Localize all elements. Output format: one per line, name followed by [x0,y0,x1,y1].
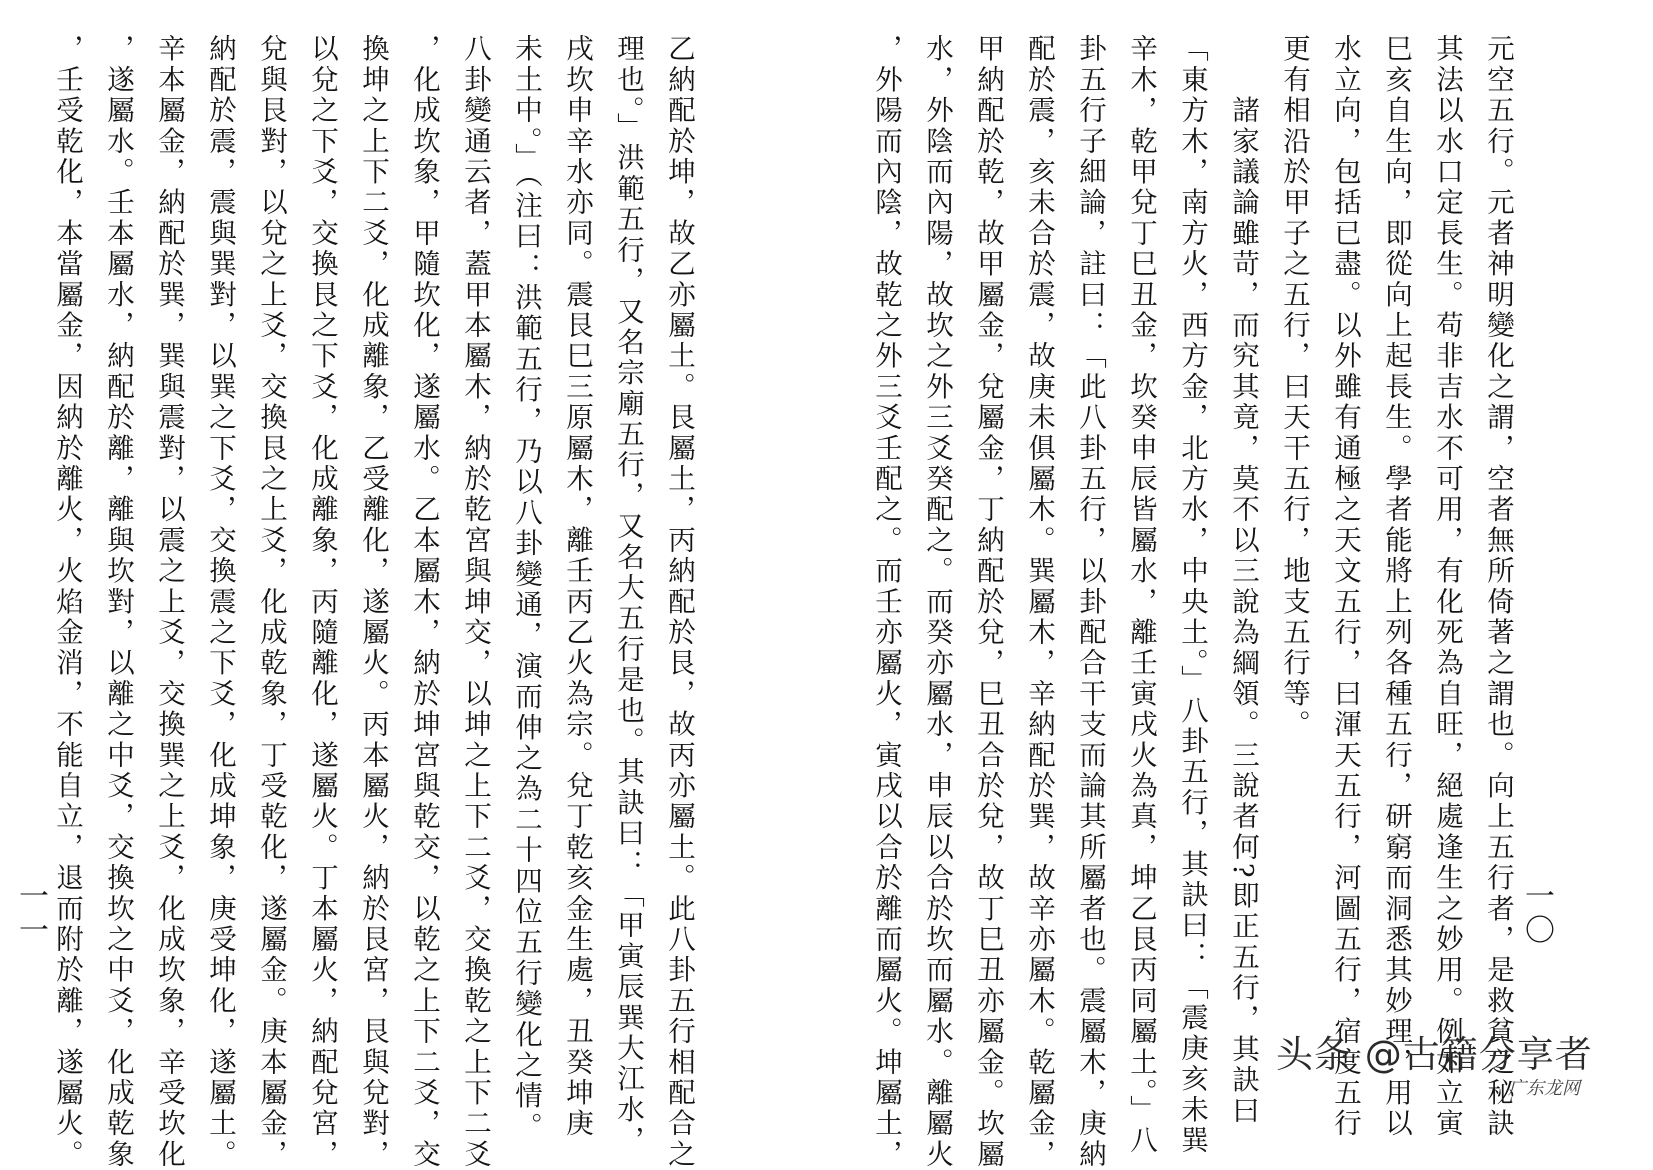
text-column: 理也。」洪範五行，又名宗廟五行，又名大五行是也。其訣曰：「甲寅辰巽大江水， [612,34,644,1157]
watermark-text: 头条 @古籍分享者 [1276,1033,1593,1076]
text-column: 卦五行子細論，註曰：「此八卦五行，以卦配合干支而論其所屬者也。震屬木，庚納 [1074,34,1106,1170]
text-column: 八卦變通云者，蓋甲本屬木，納於乾宮與坤交，以坤之上下二爻，交換乾之上下二爻 [459,34,491,1170]
text-column: 未土中。」（注曰：洪範五行，乃以八卦變通，演而伸之為二十四位五行變化之情。 [510,34,542,1143]
text-column: ，化成坎象，甲隨坎化，遂屬水。乙本屬木，納於坤宮與乾交，以乾之上下二爻，交 [408,34,440,1170]
text-column: 戌坎申辛水亦同。震艮巳三原屬木，離壬丙乙火為宗。兌丁乾亥金生處，丑癸坤庚 [561,34,593,1140]
text-column: 巳亥自生向，即從向上起長生。學者能將上列各種五行，研窮而洞悉其妙理，用以 [1380,34,1412,1140]
right-page [826,0,1653,1170]
text-column: 以兌之下爻，交換艮之下爻，化成離象，丙隨離化，遂屬火。丁本屬火，納配兌宮， [306,34,338,1170]
text-column: 辛本屬金，納配於巽，巽與震對，以震之上爻，交換巽之上爻，化成坎象，辛受坎化 [153,34,185,1170]
page-number-right: 一〇 [1519,880,1554,948]
page-number-left: 一一 [13,880,48,948]
text-column: 水，外陰而內陽，故坎之外三爻癸配之。而癸亦屬水，申辰以合於坎而屬水。離屬火 [921,34,953,1170]
text-column: 兌與艮對，以兌之上爻，交換艮之上爻，化成乾象，丁受乾化，遂屬金。庚本屬金， [255,34,287,1170]
text-column: 配於震，亥未合於震，故庚未俱屬木。巽屬木，辛納配於巽，故辛亦屬木。乾屬金， [1023,34,1055,1170]
text-column: 諸家議論雖苛，而究其竟，莫不以三說為綱領。三說者何?即正五行，其訣曰 [1227,34,1259,1127]
text-column: 水立向，包括已盡。以外雖有通極之天文五行，曰渾天五行，河圖五行，宿度五行 [1329,34,1361,1140]
text-column: 換坤之上下二爻，化成離象，乙受離化，遂屬火。丙本屬火，納於艮宮，艮與兌對， [357,34,389,1170]
text-column: 元空五行。元者神明變化之謂，空者無所倚著之謂也。向上五行者，是救貧之秘訣 [1482,34,1514,1140]
text-column: 其法以水口定長生。苟非吉水不可用，有化死為自旺，絕處逢生之妙用。例如立寅 [1431,34,1463,1140]
text-column: 乙納配於坤，故乙亦屬土。艮屬土，丙納配於艮，故丙亦屬土。此八卦五行相配合之 [663,34,695,1170]
watermark-subtext: 广东龙网 [1508,1078,1580,1099]
text-column: ，遂屬水。壬本屬水，納配於離，離與坎對，以離之中爻，交換坎之中爻，化成乾象 [102,34,134,1170]
text-column: ，外陽而內陰，故乾之外三爻壬配之。而壬亦屬火，寅戌以合於離而屬火。坤屬土， [870,34,902,1170]
text-column: 甲納配於乾，故甲屬金，兌屬金，丁納配於兌，巳丑合於兌，故丁巳丑亦屬金。坎屬 [972,34,1004,1170]
text-column: 更有相沿於甲子之五行，曰天干五行，地支五行等。 [1278,34,1310,741]
text-column: 「東方木，南方火，西方金，北方水，中央土。」八卦五行，其訣曰：「震庚亥未巽 [1176,34,1208,1157]
text-column: 納配於震，震與巽對，以巽之下爻，交換震之下爻，化成坤象，庚受坤化，遂屬土。 [204,34,236,1170]
left-page [0,0,826,1170]
text-column: ，壬受乾化，本當屬金，因納於離火，火焰金消，不能自立，退而附於離，遂屬火。 [51,34,83,1170]
text-column: 辛木，乾甲兌丁巳丑金，坎癸申辰皆屬水，離壬寅戌火為真，坤乙艮丙同屬土。」八 [1125,34,1157,1157]
